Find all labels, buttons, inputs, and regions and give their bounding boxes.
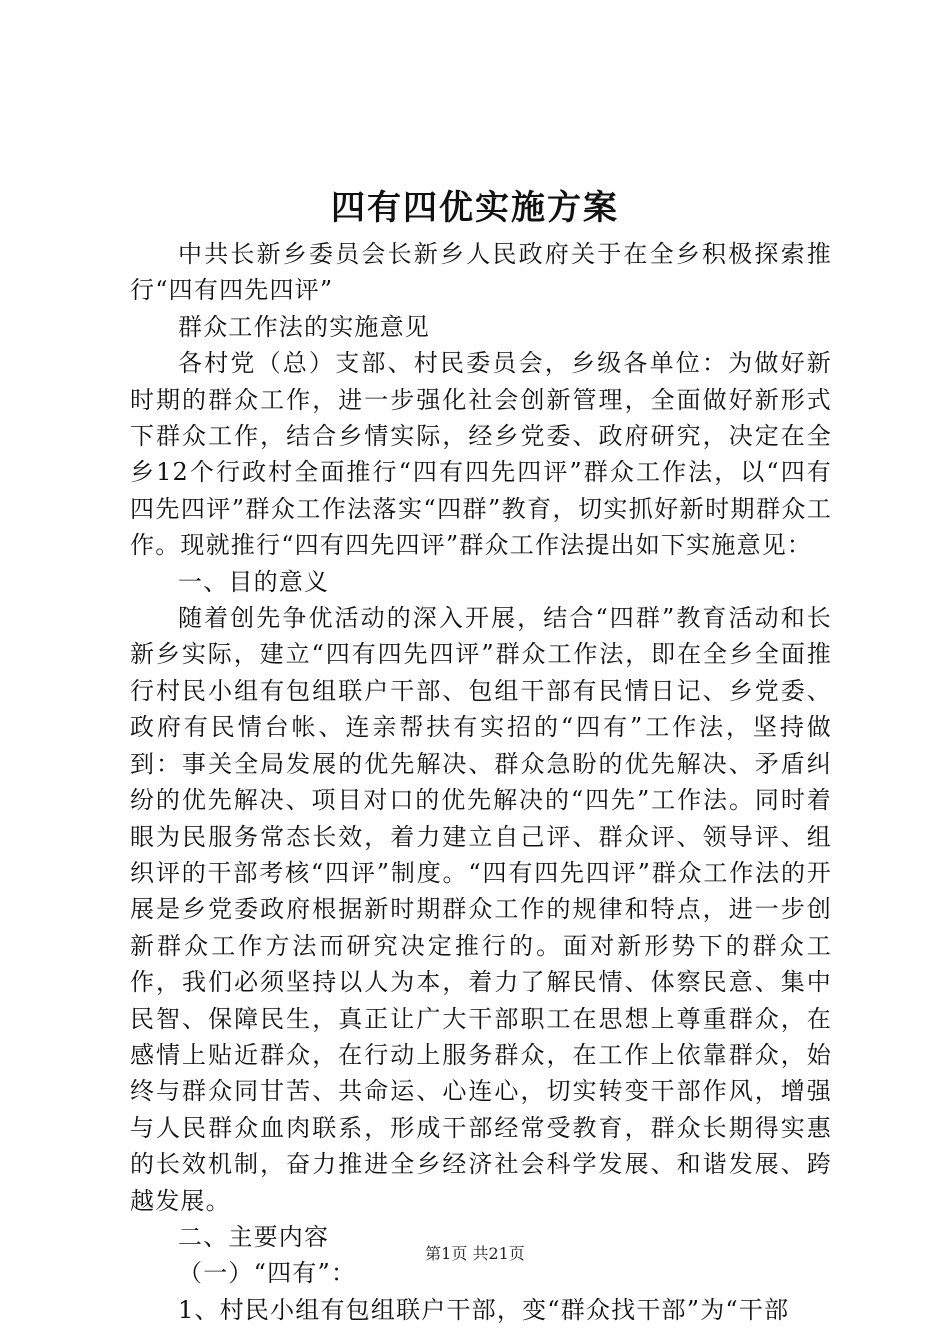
- paragraph-item-1: 1、村民小组有包组联户干部，变“群众找干部”为“干部: [178, 1295, 790, 1324]
- document-title: 四有四优实施方案: [331, 188, 619, 228]
- document-body: [130, 236, 832, 1328]
- paragraph-heading-line2: 群众工作法的实施意见: [178, 312, 430, 341]
- section-heading-purpose: 一、目的意义: [178, 567, 330, 596]
- paragraph-intro: 各村党（总）支部、村民委员会，乡级各单位：为做好新时期的群众工作，进一步强化社会创新管理，全面做好新形式下群众工作，结合乡情实际，经乡党委、政府研究，决定在全乡12个行政村全面推行“四有四先四评”群众工作法，以“四有四先四评”群众工作法落实“四群”教育，切实抓好新时期群众工作。现就推行“四有四先四评”群众工作法提出如下实施意见：: [130, 349, 832, 560]
- section-heading-content: 二、主要内容: [178, 1222, 330, 1251]
- subsection-heading-four-haves: （一）“四有”：: [178, 1259, 357, 1288]
- paragraph-heading-line1: 中共长新乡委员会长新乡人民政府关于在全乡积极探索推行“四有四先四评”: [130, 240, 832, 305]
- paragraph-purpose: 随着创先争优活动的深入开展，结合“四群”教育活动和长新乡实际，建立“四有四先四评”群众工作法，即在全乡全面推行村民小组有包组联户干部、包组干部有民情日记、乡党委、政府有民情台帐、连亲帮扶有实招的“四有”工作法，坚持做到：事关全局发展的优先解决、群众急盼的优先解决、矛盾纠纷的优先解决、项目对口的优先解决的“四先”工作法。同时着眼为民服务常态长效，着力建立自己评、群众评、领导评、组织评的干部考核“四评”制度。“四有四先四评”群众工作法的开展是乡党委政府根据新时期群众工作的规律和特点，进一步创新群众工作方法而研究决定推行的。面对新形势下的群众工作，我们必须坚持以人为本，着力了解民情、体察民意、集中民智、保障民生，真正让广大干部职工在思想上尊重群众，在感情上贴近群众，在行动上服务群众，在工作上依靠群众，始终与群众同甘苦、共命运、心连心，切实转变干部作风，增强与人民群众血肉联系，形成干部经常受教育，群众长期得实惠的长效机制，奋力推进全乡经济社会科学发展、和谐发展、跨越发展。: [130, 604, 832, 1215]
- page-number-footer: 第1页 共21页: [425, 1244, 525, 1263]
